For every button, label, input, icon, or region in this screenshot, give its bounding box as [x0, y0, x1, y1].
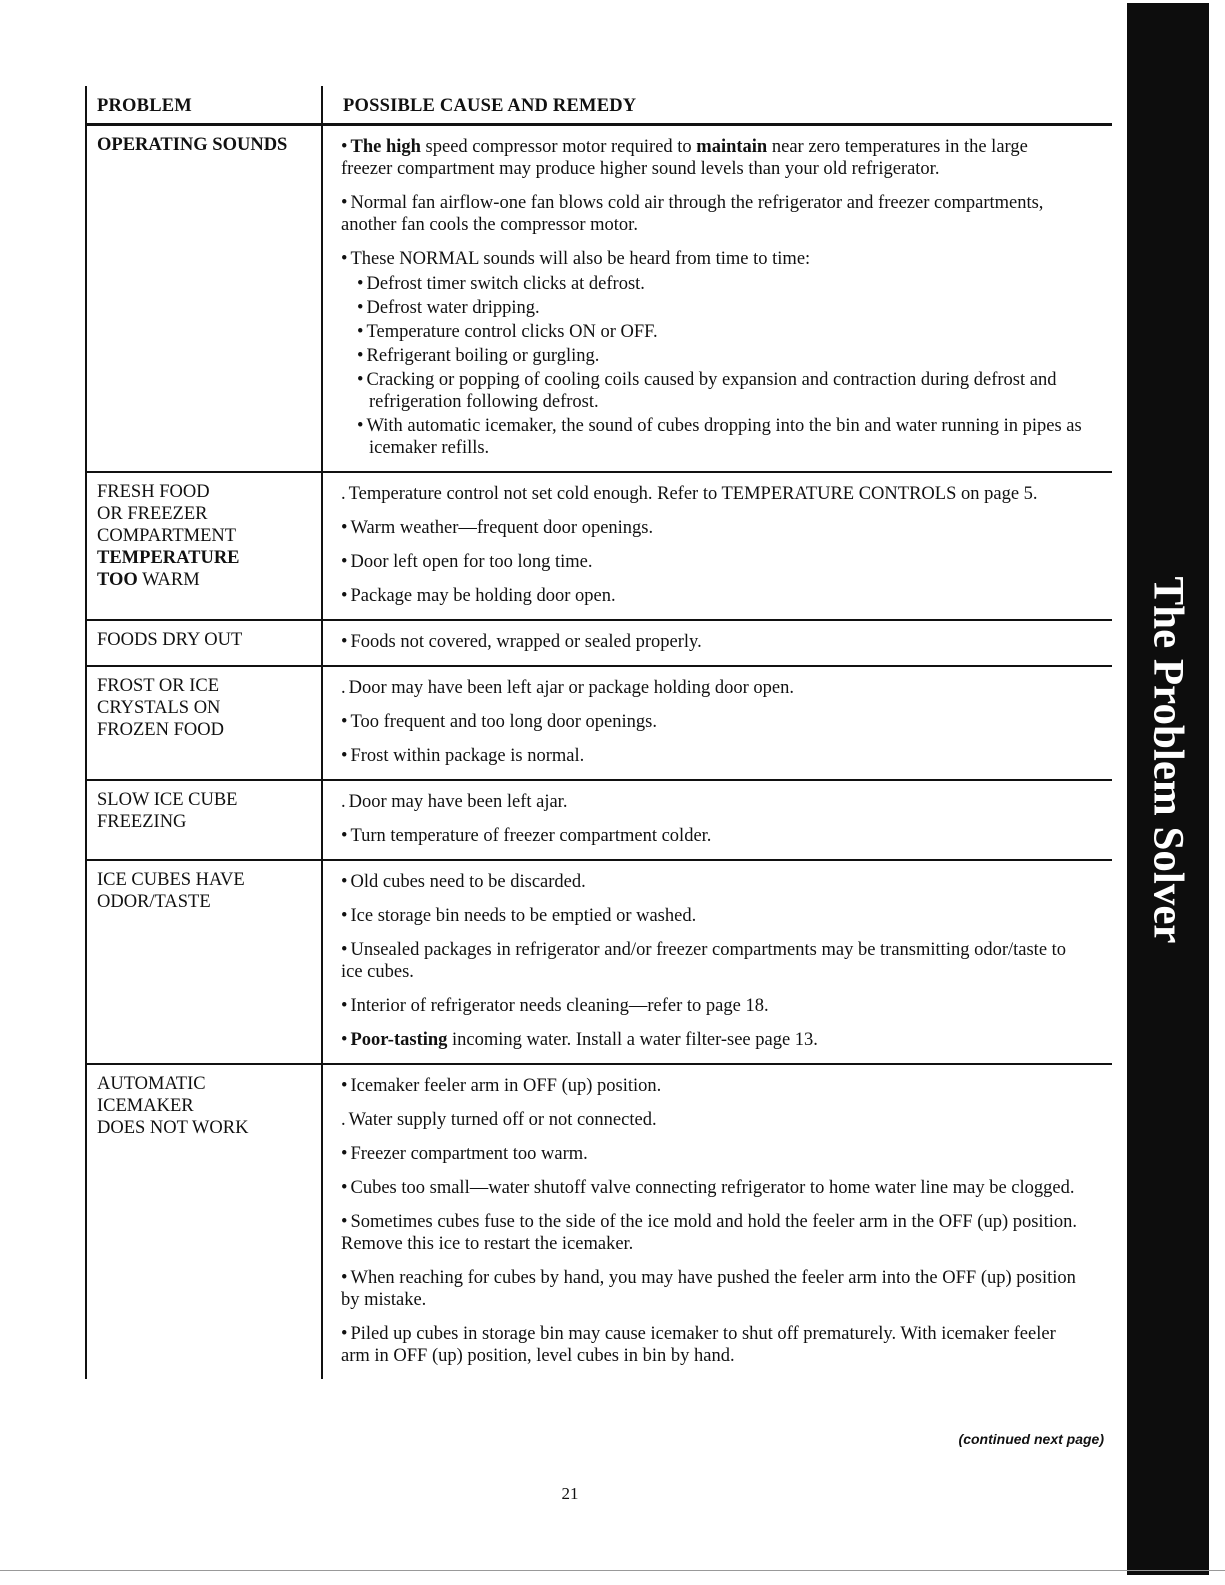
remedy-item: • Sometimes cubes fuse to the side of the ice mold and hold the feeler arm in the OFF (up) position. Remove this ice to restart the icemaker.: [341, 1212, 1077, 1254]
problem-cell: FOODS DRY OUT: [86, 620, 322, 666]
remedy-item: • Piled up cubes in storage bin may cause icemaker to shut off prematurely. With icemaker feeler arm in OFF (up) position, level cubes in bin by hand.: [341, 1324, 1056, 1366]
problem-cell: FRESH FOOD OR FREEZER COMPARTMENT TEMPERATURE TOO WARM: [86, 472, 322, 620]
remedy-cell: [322, 860, 1112, 1064]
list-item: • With automatic icemaker, the sound of cubes dropping into the bin and water running in pipes as icemaker refills.: [357, 416, 1082, 458]
header-remedy: POSSIBLE CAUSE AND REMEDY: [322, 86, 1112, 125]
remedy-item: • Old cubes need to be discarded.: [341, 872, 586, 892]
remedy-item: • Cubes too small—water shutoff valve connecting refrigerator to home water line may be clogged.: [341, 1178, 1075, 1198]
remedy-item: . Door may have been left ajar or package holding door open.: [341, 678, 794, 698]
remedy-item: • Foods not covered, wrapped or sealed properly.: [341, 632, 702, 652]
problem-cell: ICE CUBES HAVE ODOR/TASTE: [86, 860, 322, 1064]
remedy-item: • These NORMAL sounds will also be heard from time to time: • Defrost timer switch clicks at defrost. • Defrost water dripping. • Temperature control clicks ON or OFF. • Refrigerant boiling or gurgling. • Cracking or popping of cooling coils caused by expansion and contraction during defrost and refrigeration following defrost. • With automatic icemaker, the sound of cubes dropping into the bin and water running in pipes as icemaker refills.: [341, 249, 1082, 458]
problem-cell: AUTOMATIC ICEMAKER DOES NOT WORK: [86, 1064, 322, 1379]
remedy-cell: [322, 666, 1112, 780]
problem-cell: [86, 125, 322, 473]
remedy-cell: [322, 125, 1112, 473]
remedy-item: • The high speed compressor motor required to maintain near zero temperatures in the large freezer compartment may produce higher sound levels than your old refrigerator.: [341, 137, 1028, 179]
continued-note: (continued next page): [958, 1431, 1104, 1447]
list-item: • Cracking or popping of cooling coils caused by expansion and contraction during defrost and refrigeration following defrost.: [357, 370, 1057, 412]
remedy-item: • Normal fan airflow-one fan blows cold air through the refrigerator and freezer compartments, another fan cools the compressor motor.: [341, 193, 1044, 235]
header-problem: PROBLEM: [86, 86, 322, 125]
remedy-item: • Freezer compartment too warm.: [341, 1144, 588, 1164]
problem-cell: FROST OR ICE CRYSTALS ON FROZEN FOOD: [86, 666, 322, 780]
remedy-item: • Ice storage bin needs to be emptied or washed.: [341, 906, 697, 926]
table-row: [86, 666, 1112, 780]
remedy-cell: [322, 1064, 1112, 1379]
remedy-cell: [322, 472, 1112, 620]
table-row: [86, 125, 1112, 473]
remedy-item: • Icemaker feeler arm in OFF (up) position.: [341, 1076, 662, 1096]
remedy-item: • Package may be holding door open.: [341, 586, 616, 606]
remedy-item: • Too frequent and too long door openings.: [341, 712, 657, 732]
remedy-item: . Water supply turned off or not connected.: [341, 1110, 657, 1130]
remedy-item: • When reaching for cubes by hand, you may have pushed the feeler arm into the OFF (up) position by mistake.: [341, 1268, 1076, 1310]
remedy-item: • Door left open for too long time.: [341, 552, 593, 572]
table-row: [86, 472, 1112, 620]
remedy-item: • Frost within package is normal.: [341, 746, 585, 766]
remedy-item: • Unsealed packages in refrigerator and/or freezer compartments may be transmitting odor/taste to ice cubes.: [341, 940, 1067, 982]
remedy-cell: [322, 780, 1112, 860]
side-tab-title: The Problem Solver: [1144, 576, 1192, 944]
remedy-item: • Interior of refrigerator needs cleaning—refer to page 18.: [341, 996, 769, 1016]
remedy-cell: [322, 620, 1112, 666]
table-row: [86, 620, 1112, 666]
remedy-item: • Poor-tasting incoming water. Install a water filter-see page 13.: [341, 1030, 818, 1050]
table-row: [86, 1064, 1112, 1379]
list-item: • Temperature control clicks ON or OFF.: [357, 322, 658, 342]
list-item: • Defrost water dripping.: [357, 298, 540, 318]
remedy-item: • Turn temperature of freezer compartment colder.: [341, 826, 712, 846]
list-item: • Refrigerant boiling or gurgling.: [357, 346, 600, 366]
remedy-item: • Warm weather—frequent door openings.: [341, 518, 654, 538]
problem-solver-table: [85, 86, 1112, 1379]
page-number: 21: [561, 1484, 579, 1503]
problem-operating-sounds: OPERATING SOUNDS: [97, 135, 288, 155]
remedy-item: . Door may have been left ajar.: [341, 792, 568, 812]
table-row: [86, 860, 1112, 1064]
remedy-item: . Temperature control not set cold enough. Refer to TEMPERATURE CONTROLS on page 5.: [341, 484, 1038, 504]
bottom-rule: [0, 1570, 1225, 1571]
normal-sounds-list: [357, 273, 1082, 459]
list-item: • Defrost timer switch clicks at defrost.: [357, 274, 645, 294]
table-row: [86, 780, 1112, 860]
problem-cell: SLOW ICE CUBE FREEZING: [86, 780, 322, 860]
